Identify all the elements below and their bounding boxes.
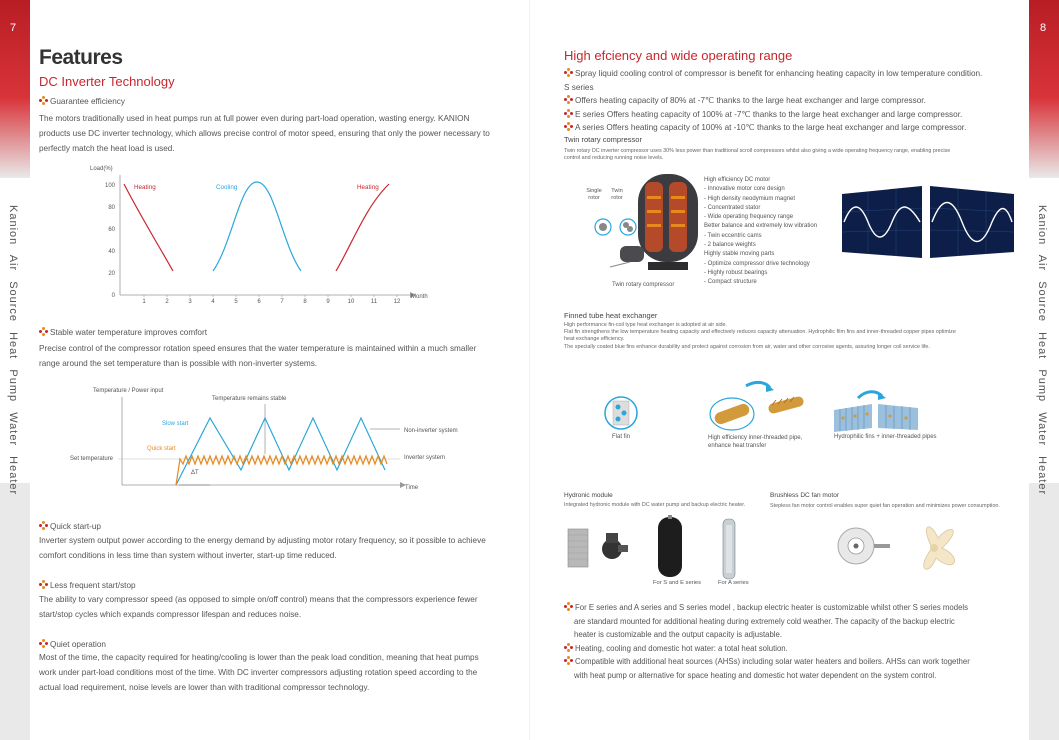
set-temp-label: Set temperature [70,456,114,462]
feature-line: - Highly robust bearings [704,269,768,276]
finned-line-3: The specially coated blue fins enhance durability and protect against corrosion from air, water and other corrosive agents, assuring longer coil service life. [564,344,930,350]
bottom-bullet: Compatible with additional heat sources (AHSs) including solar water heaters and boilers. AHSs can work together with heat pump or alternative for space heating and domestic hot water dependent on the system control. [564,655,974,682]
quiet-text: Most of the time, the capacity required for heating/cooling is lower than the peak load condition, meaning that heat pumps work under part-load conditions most of the time. With DC inverter compressors adjusting rotation speed according to the actual load requirement, noise levels are lower than with traditional compressor technology. [39,653,479,692]
single-rotor-label: Single rotor [586,188,602,201]
x-tick-label: 4 [211,299,215,305]
bullet-icon [39,639,48,648]
efficiency-bullet: A series Offers heating capacity of 100% at -10℃ thanks to the large heat exchanger and large compressor. [564,121,984,135]
plate-heat-exchanger [568,529,588,567]
bullet-icon [564,109,573,118]
waveform-panel-right [930,186,1014,258]
frequency-waveform-graphic [838,182,1018,268]
waveform-panel-left [842,186,922,258]
x-tick-label: 6 [257,299,261,305]
fan-title: Brushless DC fan motor [770,492,839,499]
heating-curve-2 [336,184,389,271]
x-tick-label: 3 [188,299,192,305]
hydrophilic-fins-graphic [832,388,922,433]
y-tick-label: 80 [108,205,115,211]
label-heating-2: Heating [357,184,379,191]
label-heating-1: Heating [134,184,156,191]
finned-line-1: High performance fin-coil type heat exchanger is adopted at air side. [564,322,728,328]
quick-text: Inverter system output power according to the energy demand by adjusting motor rotary frequency, so it possible to achieve comfort conditions in less time than system without inverter, start-up time reduced. [39,536,486,560]
non-inverter-line [176,418,385,485]
temp-chart [60,380,480,495]
expansion-tank [658,517,682,577]
feature-line: High efficiency DC motor [704,177,771,183]
bullet-quick: Quick start-up [39,519,101,534]
x-tick-label: 1 [142,299,146,305]
load-chart-x-ticks [142,295,401,305]
bullet-icon [39,580,48,589]
caption-hydrophilic: Hydrophilic fins + inner-threaded pipes [834,434,937,440]
efficiency-bullet: Offers heating capacity of 80% at -7℃ thanks to the large heat exchanger and large compressor. [564,94,984,108]
hydronic-title: Hydronic module [564,492,613,499]
x-tick-label: 11 [370,299,378,305]
bullet-icon [564,122,573,131]
efficiency-bullet: E series Offers heating capacity of 100% at -7℃ thanks to the large heat exchanger and large compressor. [564,108,984,122]
hydronic-components-graphic [566,515,756,583]
caption-hydronic-a: For A series [718,580,749,586]
x-tick-label: 10 [347,299,355,305]
bullet-icon [39,521,48,530]
bottom-bullet: Heating, cooling and domestic hot water: a total heat solution. [564,642,974,656]
page-number-right: 8 [1040,22,1047,34]
finned-line-2: Flat fin strengthens the low temperature heating capacity and effectively reduces capacity attenuation. Hydrophilic film fins and inner-threaded copper pipes optimize heat exchange efficiency. [564,329,956,342]
bullet-icon [564,643,573,652]
caption-threaded-pipe: High efficiency inner-threaded pipe, enhance heat transfer [708,435,803,449]
load-chart-y-ticks [105,183,116,299]
non-inverter-label: Non-inverter system [404,428,458,434]
twin-compressor-desc: Twin rotary DC inverter compressor uses 30% less power than traditional scroll compressors whilst also giving a wide operating frequency range, enabling precise control and reducing running noise levels. [564,148,951,161]
twin-rotor-label: Twin rotor [611,188,623,201]
compressor-features [704,176,817,288]
feature-line: - Innovative motor core design [704,186,785,193]
compressor-caption: Twin rotary compressor [612,282,675,288]
twin-compressor-title: Twin rotary compressor [564,135,642,144]
x-tick-label: 2 [165,299,169,305]
temp-chart-xlabel: Time [405,485,419,491]
fan-motor-graphic [830,518,970,578]
less-text: The ability to vary compressor speed (as opposed to simple on/off control) means that the compressors experience fewer start/stop cycles which expands compressor lifespan and reduces noise. [39,595,478,619]
guarantee-text: The motors traditionally used in heat pumps run at full power even during part-load operation, wasting energy. KANION products use DC inverter technology, which allows precise control of motor speed, ensuring that only the power necessary to perfectly match the heat load is used. [39,114,490,153]
x-tick-label: 7 [280,299,284,305]
feature-line: - Wide operating frequency range [704,214,794,221]
efficiency-bullets [564,67,984,135]
section-subtitle: DC Inverter Technology [39,74,175,89]
bullet-icon [564,656,573,665]
bottom-bullet: For E series and A series and S series model , backup electric heater is customizable whilst other S series models are standard mounted for additional heating during extremely cold weather. The capacity of the backup electric heater is customizable and the output capacity is adjustable. [564,601,974,642]
fan-desc: Stepless fan motor control enables super quiet fan operation and minimizes power consumption. [770,503,1000,509]
caption-flat-fin: Flat fin [612,434,631,440]
feature-line: - 2 balance weights [704,242,756,249]
feature-line: - Twin eccentric cams [704,232,762,239]
y-tick-label: 100 [104,183,115,189]
threaded-pipe-graphic [706,378,811,433]
page-number-left: 7 [10,22,17,34]
caption-hydronic-se: For S and E series [653,580,702,586]
cooling-curve [213,182,301,271]
inverter-line [176,456,387,485]
temp-chart-ylabel: Temperature / Power input [93,388,164,394]
load-chart-xlabel: Month [411,294,428,300]
side-label-right: Kanion Air Source Heat Pump Water Heater [1036,205,1048,496]
delta-t-label: ΔT [191,470,199,476]
y-tick-label: 60 [108,227,115,233]
feature-line: Highly stable moving parts [704,251,775,258]
stable-text: Precise control of the compressor rotation speed ensures that the water temperature is maintained within a much smaller range around the set temperature than is possible with non-inverter systems. [39,344,477,368]
load-chart [60,160,440,310]
side-label-left: Kanion Air Source Heat Pump Water Heater [7,205,19,496]
feature-line: - Compact structure [704,279,757,286]
bullet-guarantee: Guarantee efficiency [39,94,125,109]
stable-label: Temperature remains stable [212,396,287,402]
right-title: High efciency and wide operating range [564,48,793,63]
feature-line: - Optimize compressor drive technology [704,260,810,267]
feature-line: - High density neodymium magnet [704,195,796,202]
bullet-quiet: Quiet operation [39,637,106,652]
y-tick-label: 40 [108,249,115,255]
flat-fin-graphic [603,395,639,431]
bullet-icon [564,602,573,611]
bullet-icon [564,95,573,104]
page-title: Features [39,46,123,69]
load-chart-ylabel: Load(%) [90,166,113,172]
inverter-label: Inverter system [404,455,446,461]
x-tick-label: 9 [326,299,330,305]
slow-start-label: Slow start [162,421,189,427]
bottom-bullets [564,601,974,682]
x-tick-label: 5 [234,299,238,305]
hydronic-desc: Integrated hydronic module with DC water pump and backup electric heater. [564,502,746,508]
bullet-icon [564,68,573,77]
quick-start-label: Quick start [147,446,176,452]
x-tick-label: 8 [303,299,307,305]
bullet-icon [39,327,48,336]
compressor-illustration [590,170,705,285]
center-fold [529,0,530,740]
bullet-stable: Stable water temperature improves comfort [39,325,207,340]
heating-curve-1 [124,184,173,271]
y-tick-label: 20 [108,271,115,277]
fan-blade [924,527,955,569]
y-tick-label: 0 [111,293,115,299]
x-tick-label: 12 [393,299,401,305]
finned-title: Finned tube heat exchanger [564,311,658,320]
efficiency-bullet: Spray liquid cooling control of compressor is benefit for enhancing heating capacity in low temperature condition. S series [564,69,983,92]
bullet-less: Less frequent start/stop [39,578,136,593]
bullet-icon [39,96,48,105]
feature-line: - Concentrated stator [704,204,761,211]
feature-line: Better balance and extremely low vibration [704,223,818,230]
label-cooling: Cooling [216,184,238,191]
